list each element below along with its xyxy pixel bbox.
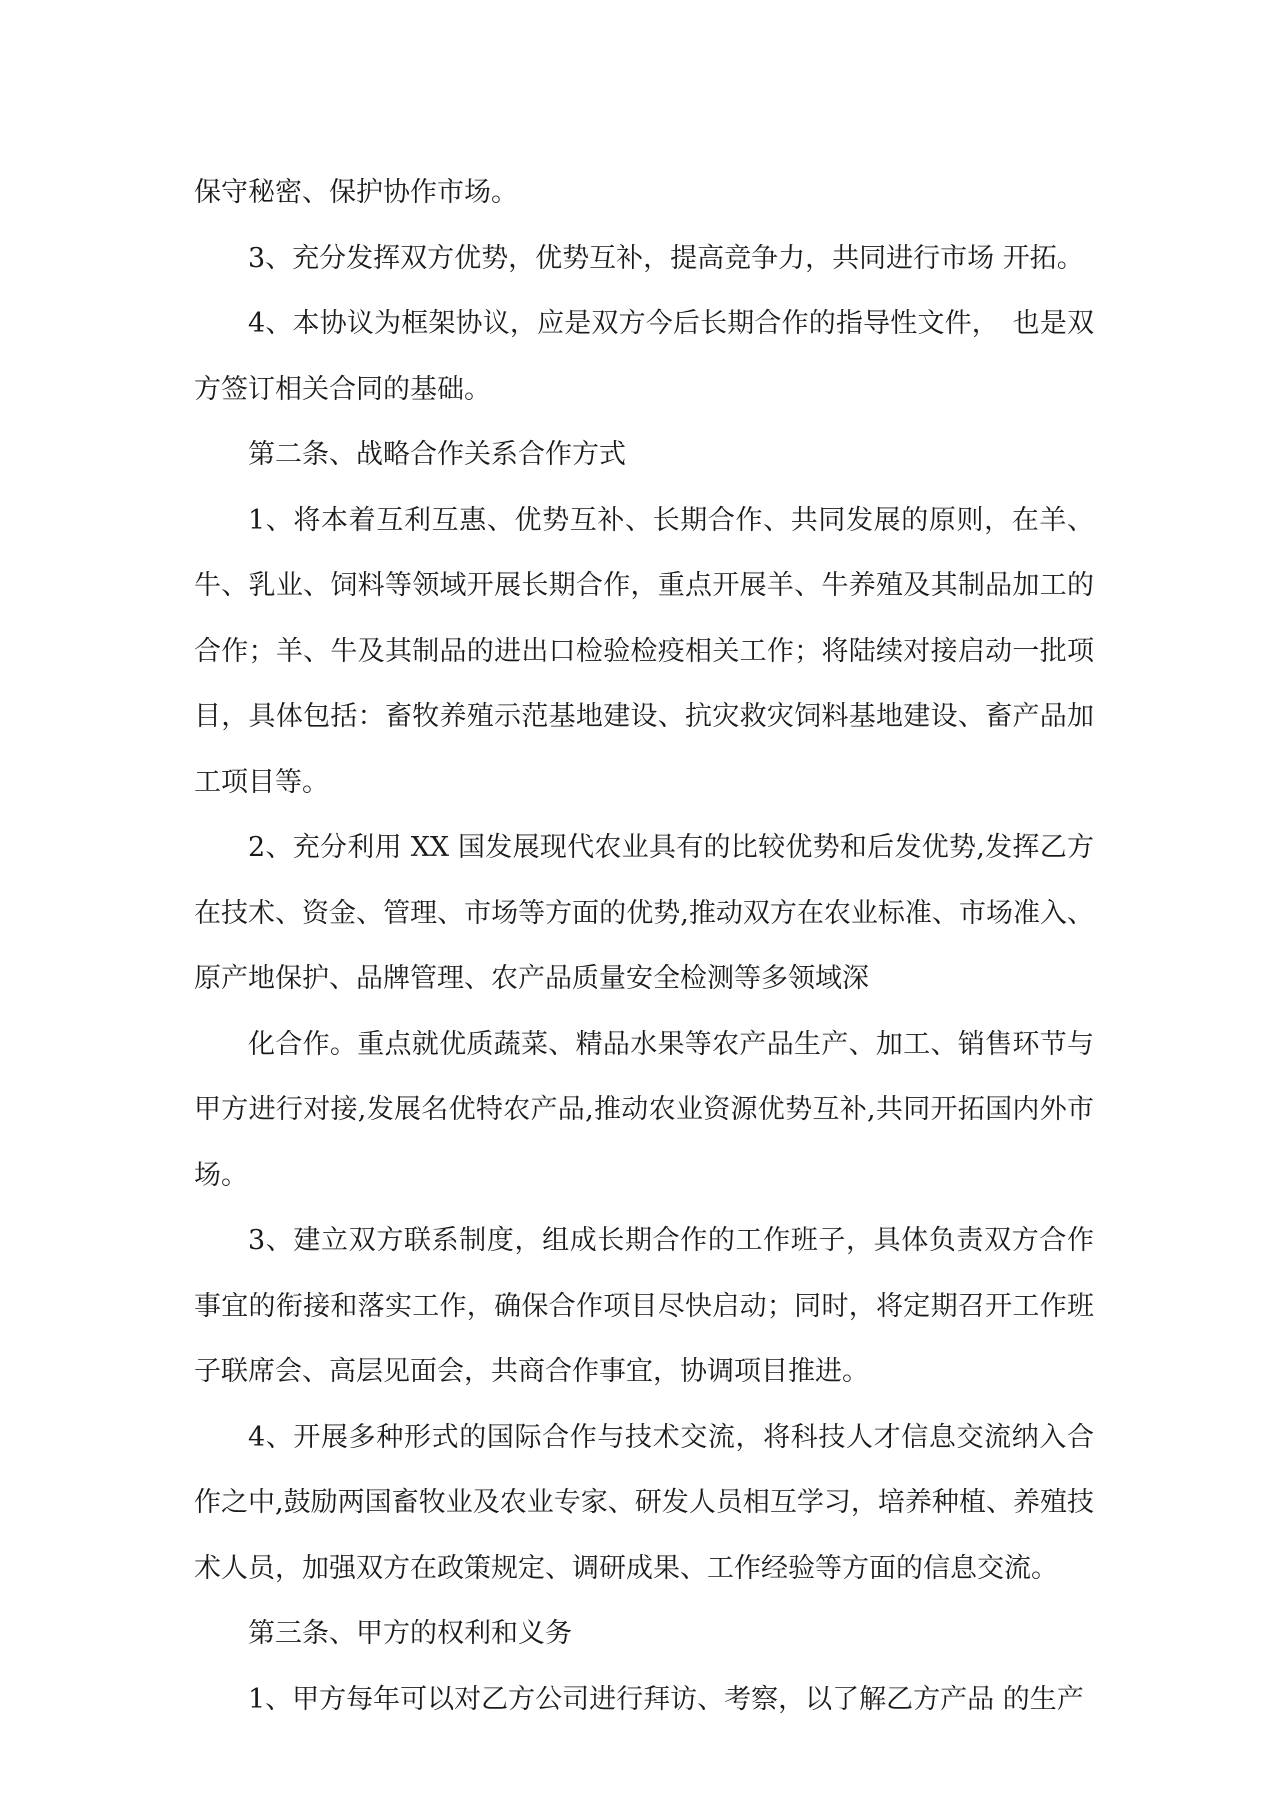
article-3-heading: 第三条、甲方的权利和义务 — [248, 1618, 572, 1649]
paragraph-article-2-item-3: 3、建立双方联系制度，组成长期合作的工作班子，具体负责双方合作事宜的衔接和落实工作，确保合作项目尽快启动；同时，将定期召开工作班子联席会、高层见面会，共商合作事宜，协调项目推进。 — [194, 1225, 1094, 1387]
paragraph-clause-3-advantages: 3、充分发挥双方优势，优势互补，提高竞争力，共同进行市场 开拓。 — [248, 242, 1084, 274]
paragraph-article-2-item-4: 4、开展多种形式的国际合作与技术交流，将科技人才信息交流纳入合作之中,鼓励两国畜牧业及农业专家、研发人员相互学习，培养种植、养殖技术人员，加强双方在政策规定、调研成果、工作经验等方面的信息交流。 — [194, 1421, 1094, 1584]
paragraph-article-2-item-1: 1、将本着互利互惠、优势互补、长期合作、共同发展的原则，在羊、牛、乳业、饲料等领域开展长期合作，重点开展羊、牛养殖及其制品加工的合作；羊、牛及其制品的进出口检验检疫相关工作；将陆续对接启动一批项目，具体包括：畜牧养殖示范基地建设、抗灾救灾饲料基地建设、畜产品加工项目等。 — [194, 504, 1094, 798]
paragraph-confidentiality-continuation: 保守秘密、保护协作市场。 — [194, 177, 518, 208]
paragraph-article-3-item-1: 1、甲方每年可以对乙方公司进行拜访、考察，以了解乙方产品 的生产 — [248, 1683, 1084, 1715]
article-2-heading: 第二条、战略合作关系合作方式 — [248, 439, 626, 470]
paragraph-article-2-item-2-continued: 化合作。重点就优质蔬菜、精品水果等农产品生产、加工、销售环节与甲方进行对接,发展名优特农产品,推动农业资源优势互补,共同开拓国内外市场。 — [194, 1028, 1094, 1191]
paragraph-article-2-item-2: 2、充分利用 XX 国发展现代农业具有的比较优势和后发优势,发挥乙方在技术、资金、管理、市场等方面的优势,推动双方在农业标准、市场准入、原产地保护、品牌管理、农产品质量安全检测等多领域深 — [194, 832, 1094, 994]
document-body — [194, 160, 1094, 1732]
paragraph-clause-4-framework: 4、本协议为框架协议，应是双方今后长期合作的指导性文件， 也是双方签订相关合同的基础。 — [194, 308, 1094, 405]
